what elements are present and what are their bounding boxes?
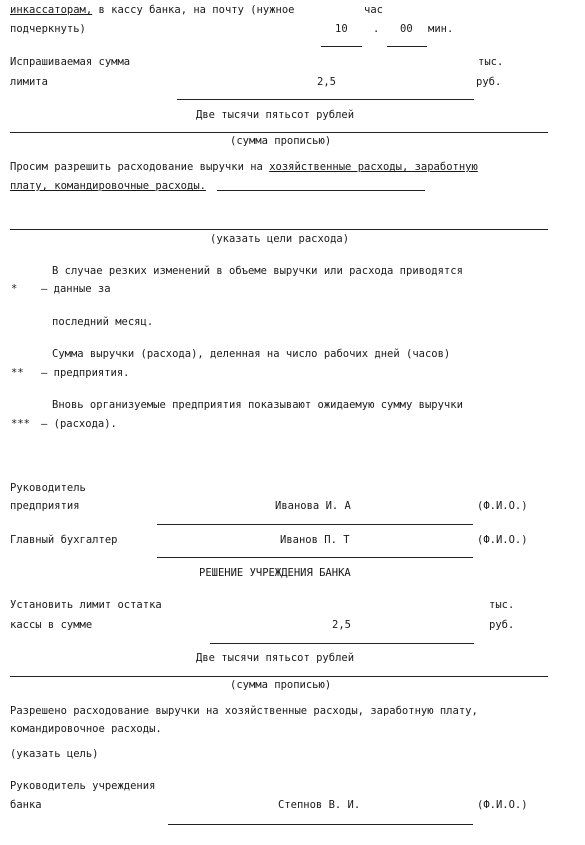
limit-label-1: Испрашиваемая сумма <box>10 56 131 68</box>
hour-label: час <box>364 4 383 16</box>
limit-unit-2: руб. <box>476 76 502 88</box>
note-2-text: Сумма выручки (расхода), деленная на число рабочих дней (часов) <box>52 348 451 360</box>
director-fio-caption: (Ф.И.О.) <box>477 500 528 512</box>
decision-words-underline <box>10 676 548 677</box>
accountant-name: Иванов П. Т <box>280 534 350 546</box>
limit-value-underline <box>177 99 474 100</box>
top-line-1 <box>10 4 294 16</box>
decision-unit-2: руб. <box>489 619 515 631</box>
bank-head-signature-line <box>168 824 473 825</box>
decision-value: 2,5 <box>332 619 351 631</box>
note-3-text: Вновь организуемые предприятия показывают ожидаемую сумму выручки <box>52 399 463 411</box>
request-line-2-purpose: плату, командировочные расходы. <box>10 180 206 192</box>
director-name: Иванова И. А <box>275 500 351 512</box>
request-purpose-underline <box>10 229 548 230</box>
accountant-label: Главный бухгалтер <box>10 534 118 546</box>
limit-words: Две тысячи пятьсот рублей <box>196 109 355 121</box>
note-1-text: В случае резких изменений в объеме выручки или расхода приводятся <box>52 265 463 277</box>
minute-value: 00 <box>400 23 413 35</box>
request-line-1-purpose: хозяйственные расходы, заработную <box>269 161 478 173</box>
decision-permitted-2: командировочное расходы. <box>10 723 162 735</box>
note-2-dash: – предприятия. <box>41 367 130 379</box>
note-1-continuation: последний месяц. <box>52 316 154 328</box>
request-fill-line <box>217 190 425 191</box>
decision-label-1: Установить лимит остатка <box>10 599 162 611</box>
decision-words-caption: (сумма прописью) <box>230 679 332 691</box>
decision-permitted-1: Разрешено расходование выручки на хозяйственные расходы, заработную плату, <box>10 705 478 717</box>
top-line-2: подчеркнуть) <box>10 23 86 35</box>
limit-value: 2,5 <box>317 76 336 88</box>
accountant-fio-caption: (Ф.И.О.) <box>477 534 528 546</box>
limit-label-2: лимита <box>10 76 48 88</box>
accountant-signature-line <box>157 557 473 558</box>
minute-underline <box>387 46 427 47</box>
bank-head-label-2: банка <box>10 799 42 811</box>
note-2-mark: ** <box>11 367 24 379</box>
note-1-mark: * <box>11 283 18 295</box>
hour-value: 10 <box>335 23 348 35</box>
request-caption: (указать цели расхода) <box>210 233 350 245</box>
director-signature-line <box>157 524 473 525</box>
director-label-2: предприятия <box>10 500 80 512</box>
top-underlined-word: инкассаторам, <box>10 4 93 16</box>
note-3-dash: – (расхода). <box>41 418 117 430</box>
decision-unit-1: тыс. <box>489 599 515 611</box>
decision-words: Две тысячи пятьсот рублей <box>196 652 355 664</box>
hour-underline <box>321 46 362 47</box>
time-separator: . <box>373 23 380 35</box>
limit-words-caption: (сумма прописью) <box>230 135 332 147</box>
decision-label-2: кассы в сумме <box>10 619 93 631</box>
note-1-dash: – данные за <box>41 283 111 295</box>
request-line-2 <box>10 180 206 192</box>
limit-unit-1: тыс. <box>478 56 504 68</box>
decision-value-underline <box>210 643 474 644</box>
request-line-1 <box>10 161 478 173</box>
top-line-1-rest: в кассу банка, на почту (нужное <box>92 4 295 16</box>
bank-head-label-1: Руководитель учреждения <box>10 780 156 792</box>
bank-head-fio-caption: (Ф.И.О.) <box>477 799 528 811</box>
director-label-1: Руководитель <box>10 482 86 494</box>
decision-title: РЕШЕНИЕ УЧРЕЖДЕНИЯ БАНКА <box>199 567 351 579</box>
bank-head-name: Степнов В. И. <box>278 799 361 811</box>
note-3-mark: *** <box>11 418 30 430</box>
minute-label: мин. <box>428 23 454 35</box>
decision-purpose-caption: (указать цель) <box>10 748 99 760</box>
limit-words-underline <box>10 132 548 133</box>
request-line-1-start: Просим разрешить расходование выручки на <box>10 161 270 173</box>
